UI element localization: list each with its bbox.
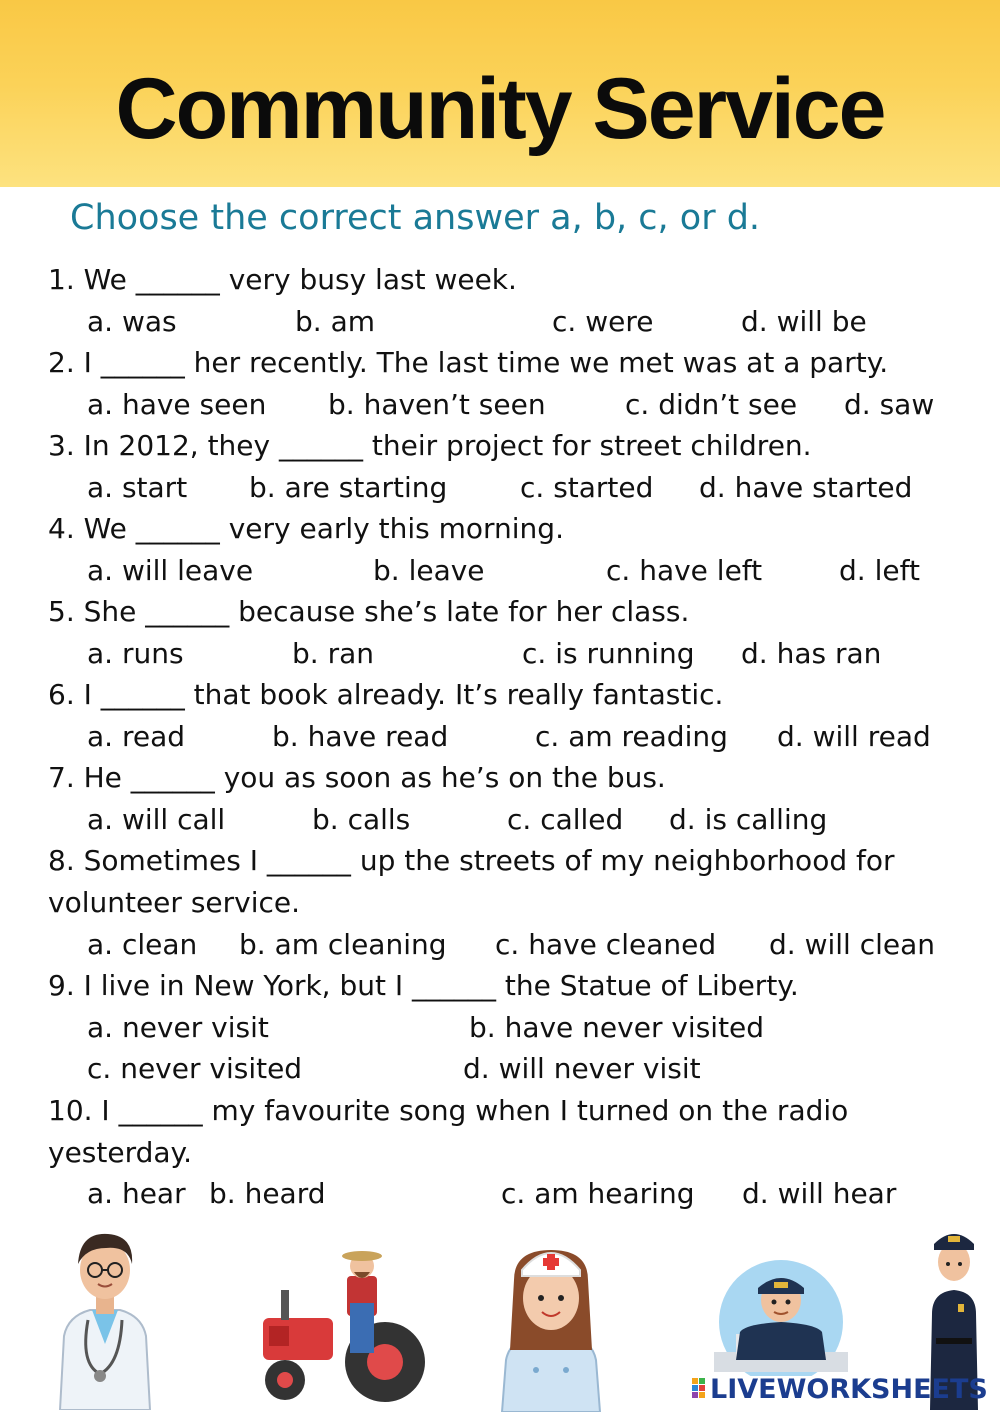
question-3: 3. In 2012, they ______ their project for street children. [48, 429, 812, 462]
q8-option-d[interactable]: d. will clean [769, 928, 936, 961]
q10-option-d[interactable]: d. will hear [742, 1177, 897, 1210]
nurse-icon [496, 1240, 606, 1412]
q4-option-b[interactable]: b. leave [373, 554, 485, 587]
q5-option-d[interactable]: d. has ran [741, 637, 882, 670]
question-9: 9. I live in New York, but I ______ the Statue of Liberty. [48, 969, 799, 1002]
q7-option-a[interactable]: a. will call [87, 803, 226, 836]
q3-option-a[interactable]: a. start [87, 471, 188, 504]
q7-option-c[interactable]: c. called [507, 803, 624, 836]
q2-option-d[interactable]: d. saw [844, 388, 935, 421]
question-8-continued: volunteer service. [48, 886, 301, 919]
q3-option-d[interactable]: d. have started [699, 471, 913, 504]
q4-option-d[interactable]: d. left [839, 554, 920, 587]
q1-option-b[interactable]: b. am [295, 305, 376, 338]
q8-option-a[interactable]: a. clean [87, 928, 198, 961]
q4-option-c[interactable]: c. have left [606, 554, 763, 587]
q9-option-c[interactable]: c. never visited [87, 1052, 303, 1085]
q9-option-b[interactable]: b. have never visited [469, 1011, 765, 1044]
q2-option-b[interactable]: b. haven’t seen [328, 388, 546, 421]
q6-option-b[interactable]: b. have read [272, 720, 449, 753]
watermark: LIVEWORKSHEETS [710, 1374, 988, 1405]
question-8: 8. Sometimes I ______ up the streets of my neighborhood for [48, 844, 895, 877]
q10-option-a[interactable]: a. hear [87, 1177, 186, 1210]
question-10: 10. I ______ my favourite song when I turned on the radio [48, 1094, 849, 1127]
q2-option-c[interactable]: c. didn’t see [625, 388, 798, 421]
q3-option-c[interactable]: c. started [520, 471, 654, 504]
liveworksheets-logo-icon [692, 1378, 706, 1404]
question-10-continued: yesterday. [48, 1136, 193, 1169]
q10-option-b[interactable]: b. heard [209, 1177, 326, 1210]
q6-option-a[interactable]: a. read [87, 720, 186, 753]
q1-option-d[interactable]: d. will be [741, 305, 867, 338]
q5-option-a[interactable]: a. runs [87, 637, 184, 670]
q1-option-c[interactable]: c. were [552, 305, 654, 338]
q5-option-c[interactable]: c. is running [522, 637, 695, 670]
q7-option-b[interactable]: b. calls [312, 803, 411, 836]
question-1: 1. We ______ very busy last week. [48, 263, 517, 296]
pilot-icon [706, 1256, 856, 1376]
q7-option-d[interactable]: d. is calling [669, 803, 828, 836]
question-7: 7. He ______ you as soon as he’s on the bus. [48, 761, 666, 794]
q6-option-d[interactable]: d. will read [777, 720, 931, 753]
q9-option-d[interactable]: d. will never visit [463, 1052, 701, 1085]
q8-option-b[interactable]: b. am cleaning [239, 928, 447, 961]
question-4: 4. We ______ very early this morning. [48, 512, 564, 545]
q4-option-a[interactable]: a. will leave [87, 554, 254, 587]
question-6: 6. I ______ that book already. It’s really fantastic. [48, 678, 724, 711]
instruction-text: Choose the correct answer a, b, c, or d. [70, 198, 761, 238]
q6-option-c[interactable]: c. am reading [535, 720, 728, 753]
question-2: 2. I ______ her recently. The last time we met was at a party. [48, 346, 889, 379]
q8-option-c[interactable]: c. have cleaned [495, 928, 717, 961]
q1-option-a[interactable]: a. was [87, 305, 177, 338]
farmer-tractor-icon [255, 1248, 435, 1408]
doctor-icon [50, 1224, 160, 1410]
q10-option-c[interactable]: c. am hearing [501, 1177, 695, 1210]
q2-option-a[interactable]: a. have seen [87, 388, 267, 421]
q5-option-b[interactable]: b. ran [292, 637, 374, 670]
q3-option-b[interactable]: b. are starting [249, 471, 448, 504]
question-5: 5. She ______ because she’s late for her class. [48, 595, 690, 628]
q9-option-a[interactable]: a. never visit [87, 1011, 269, 1044]
page-title: Community Service [115, 61, 885, 157]
